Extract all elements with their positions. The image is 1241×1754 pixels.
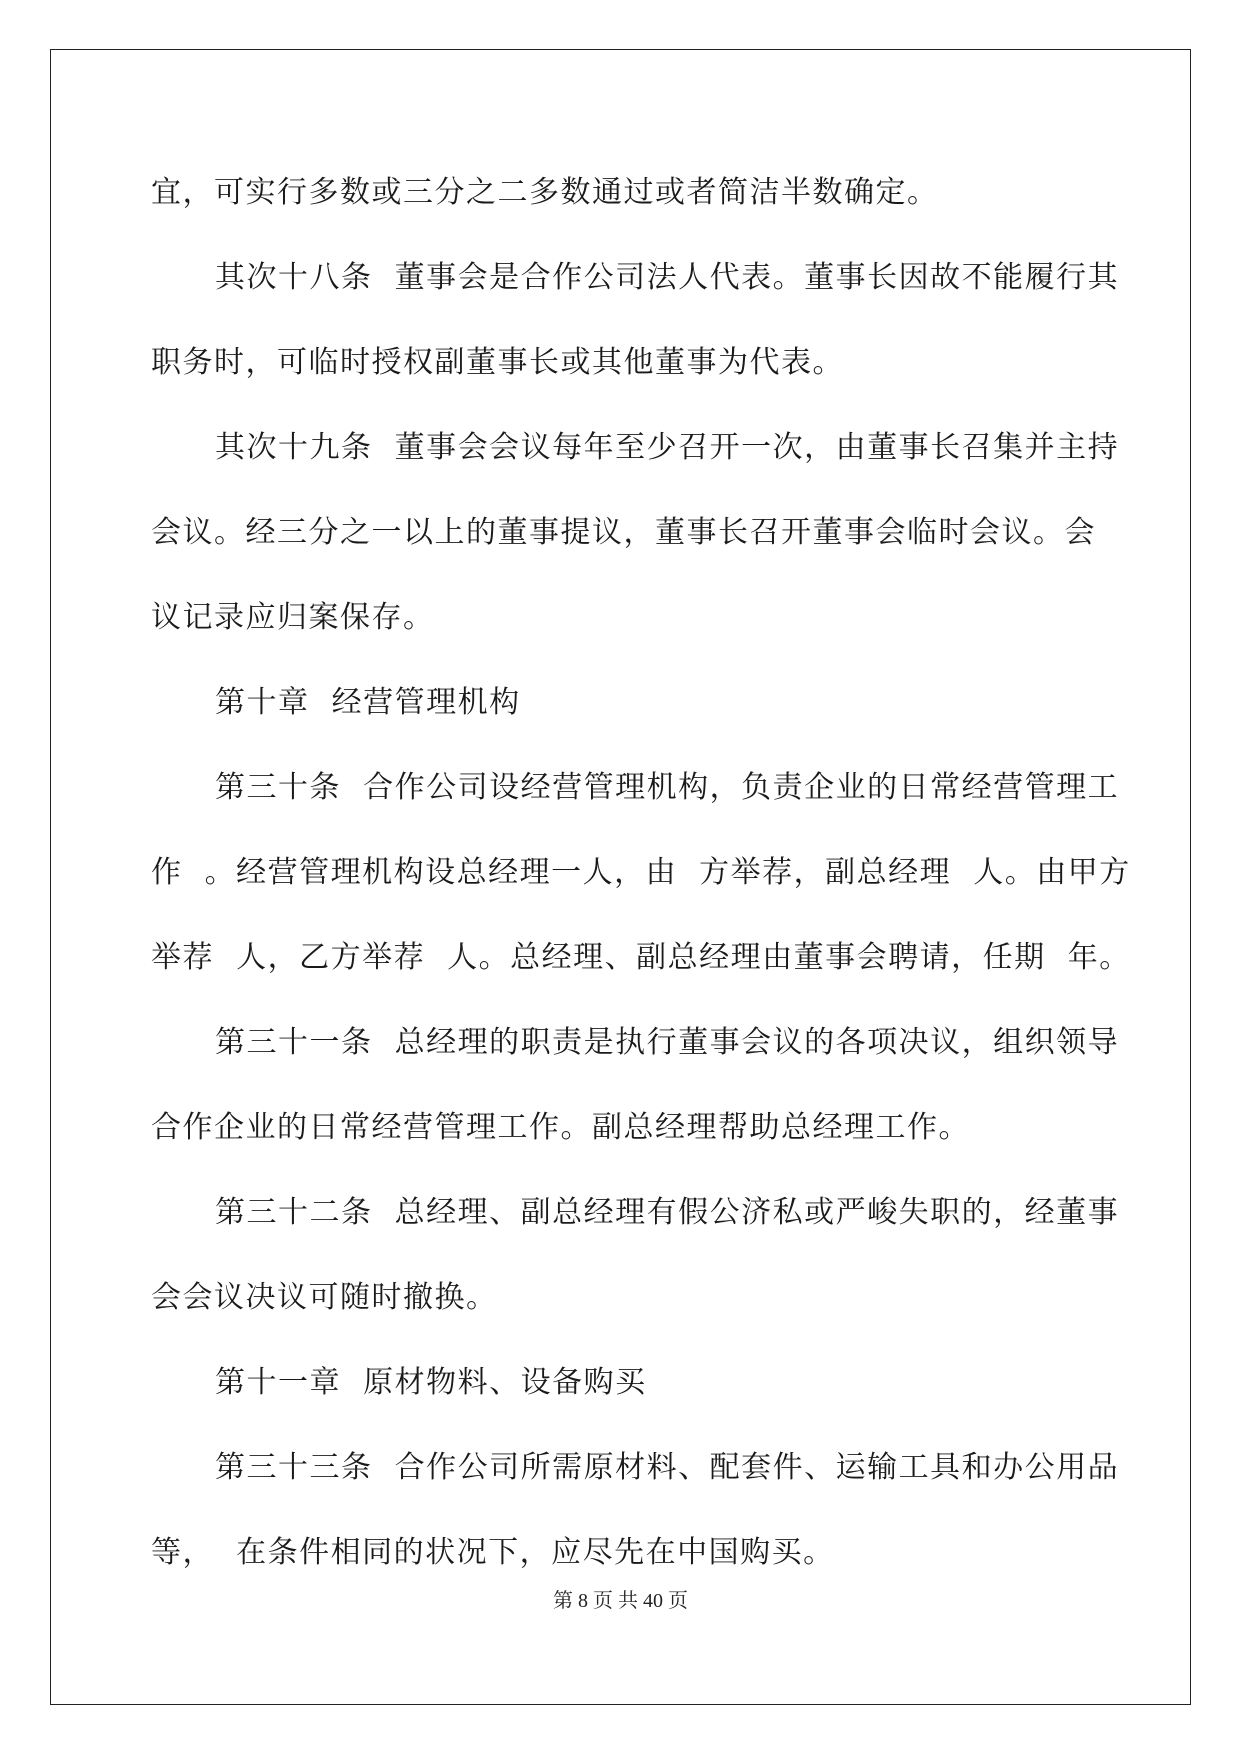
text-line-17: 等， 在条件相同的状况下，应尽先在中国购买。: [151, 1535, 835, 1570]
text-line-16: 第三十三条 合作公司所需原材料、配套件、运输工具和办公用品: [215, 1450, 1120, 1485]
page-number-footer: 第 8 页 共 40 页: [553, 1590, 688, 1612]
text-line-1: 宜，可实行多数或三分之二多数通过或者简洁半数确定。: [151, 175, 939, 210]
text-line-14: 会会议决议可随时撤换。: [151, 1280, 498, 1315]
text-line-2: 其次十八条 董事会是合作公司法人代表。董事长因故不能履行其: [215, 260, 1120, 295]
text-line-8: 第三十条 合作公司设经营管理机构，负责企业的日常经营管理工: [215, 770, 1120, 805]
chapter-heading-10: 第十章 经营管理机构: [215, 685, 521, 720]
text-line-3: 职务时，可临时授权副董事长或其他董事为代表。: [151, 345, 844, 380]
text-line-5: 会议。经三分之一以上的董事提议，董事长召开董事会临时会议。会: [151, 515, 1096, 550]
text-line-4: 其次十九条 董事会会议每年至少召开一次，由董事长召集并主持: [215, 430, 1120, 465]
text-line-13: 第三十二条 总经理、副总经理有假公济私或严峻失职的，经董事: [215, 1195, 1120, 1230]
document-body: [151, 150, 1131, 1595]
text-line-6: 议记录应归案保存。: [151, 600, 435, 635]
text-line-9: 作 。经营管理机构设总经理一人，由 方举荐，副总经理 人。由甲方: [151, 855, 1131, 890]
text-line-12: 合作企业的日常经营管理工作。副总经理帮助总经理工作。: [151, 1110, 970, 1145]
chapter-heading-11: 第十一章 原材物料、设备购买: [215, 1365, 647, 1400]
text-line-10: 举荐 人，乙方举荐 人。总经理、副总经理由董事会聘请，任期 年。: [151, 940, 1131, 975]
text-line-11: 第三十一条 总经理的职责是执行董事会议的各项决议，组织领导: [215, 1025, 1120, 1060]
